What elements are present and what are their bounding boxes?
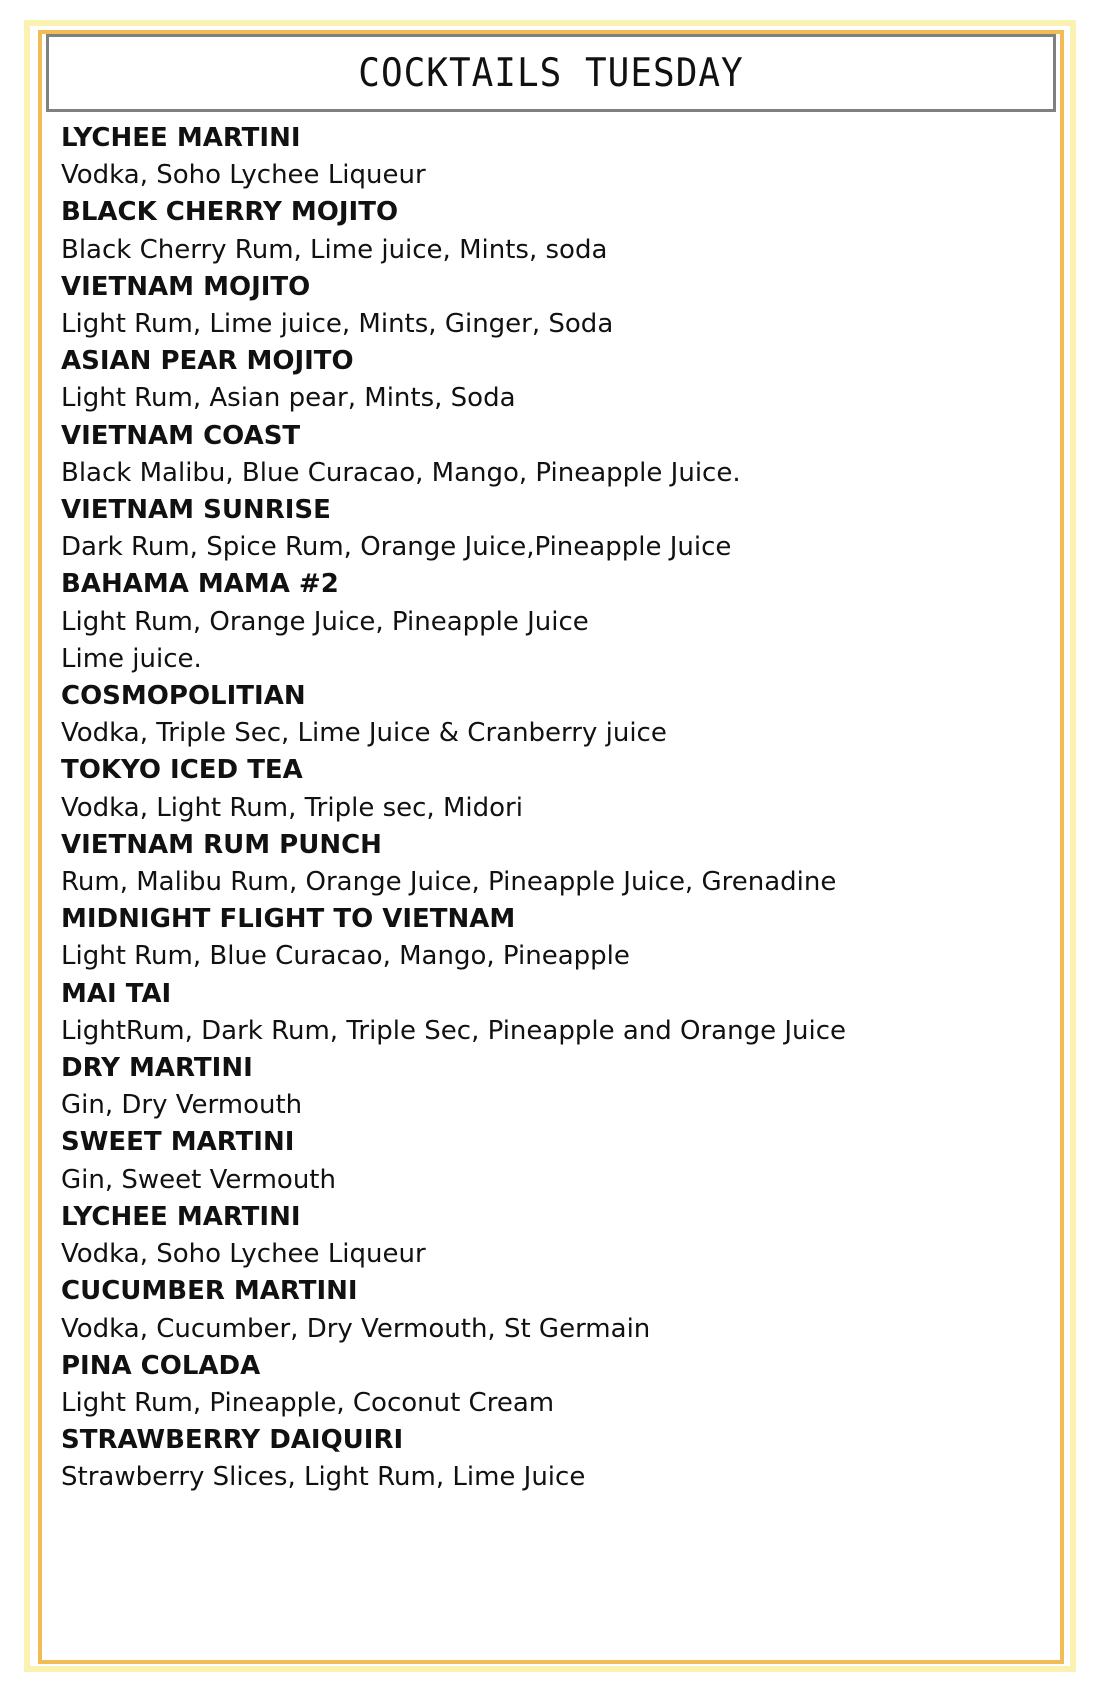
cocktail-name: COSMOPOLITIAN — [61, 681, 306, 712]
cocktail-entry — [61, 1273, 1051, 1347]
cocktail-ingredients: Dark Rum, Spice Rum, Orange Juice,Pineapple Juice — [61, 532, 732, 563]
cocktail-ingredients: Vodka, Triple Sec, Lime Juice & Cranberry juice — [61, 718, 667, 749]
cocktail-name: BAHAMA MAMA #2 — [61, 569, 339, 600]
cocktail-name: MAI TAI — [61, 978, 172, 1009]
cocktail-entry — [61, 1348, 1051, 1422]
cocktail-entry — [61, 1050, 1051, 1124]
cocktail-entry — [61, 343, 1051, 417]
cocktail-ingredients: Gin, Dry Vermouth — [61, 1090, 303, 1121]
cocktail-ingredients: Light Rum, Orange Juice, Pineapple Juice — [61, 606, 589, 637]
cocktail-ingredients: Black Cherry Rum, Lime juice, Mints, soda — [61, 234, 608, 265]
cocktail-name: BLACK CHERRY MOJITO — [61, 197, 399, 228]
cocktail-ingredients: Vodka, Soho Lychee Liqueur — [61, 1239, 426, 1270]
cocktail-ingredients: LightRum, Dark Rum, Triple Sec, Pineapple and Orange Juice — [61, 1015, 847, 1046]
cocktail-name: LYCHEE MARTINI — [61, 123, 301, 153]
cocktail-entry — [61, 1199, 1051, 1273]
cocktail-entry — [61, 418, 1051, 492]
cocktail-entry — [61, 492, 1051, 566]
cocktail-name: LYCHEE MARTINI — [61, 1201, 301, 1232]
cocktail-ingredients: Black Malibu, Blue Curacao, Mango, Pineapple Juice. — [61, 457, 741, 488]
cocktail-entry — [61, 269, 1051, 343]
cocktail-name: TOKYO ICED TEA — [61, 755, 303, 786]
cocktail-ingredients: Vodka, Soho Lychee Liqueur — [61, 160, 426, 191]
title-box — [46, 34, 1056, 112]
cocktail-name: VIETNAM COAST — [61, 420, 301, 451]
cocktail-list — [61, 120, 1051, 1497]
cocktail-entry — [61, 678, 1051, 752]
cocktail-entry — [61, 566, 1051, 678]
cocktail-ingredients: Light Rum, Lime juice, Mints, Ginger, Soda — [61, 309, 614, 340]
cocktail-ingredients: Light Rum, Blue Curacao, Mango, Pineapple — [61, 941, 630, 972]
page-title: COCKTAILS TUESDAY — [358, 50, 744, 96]
cocktail-name: VIETNAM RUM PUNCH — [61, 829, 382, 860]
cocktail-ingredients: Lime juice. — [61, 643, 202, 674]
cocktail-ingredients: Light Rum, Pineapple, Coconut Cream — [61, 1387, 555, 1418]
cocktail-name: MIDNIGHT FLIGHT TO VIETNAM — [61, 904, 516, 935]
cocktail-ingredients: Rum, Malibu Rum, Orange Juice, Pineapple Juice, Grenadine — [61, 867, 837, 898]
cocktail-name: DRY MARTINI — [61, 1053, 253, 1084]
cocktail-entry — [61, 120, 1051, 194]
cocktail-entry — [61, 976, 1051, 1050]
cocktail-entry — [61, 901, 1051, 975]
cocktail-ingredients: Light Rum, Asian pear, Mints, Soda — [61, 383, 516, 414]
cocktail-name: SWEET MARTINI — [61, 1127, 295, 1158]
cocktail-entry — [61, 1422, 1051, 1496]
cocktail-name: ASIAN PEAR MOJITO — [61, 346, 354, 377]
cocktail-entry — [61, 1124, 1051, 1198]
cocktail-name: VIETNAM MOJITO — [61, 271, 311, 302]
cocktail-name: VIETNAM SUNRISE — [61, 495, 331, 526]
cocktail-ingredients: Gin, Sweet Vermouth — [61, 1164, 336, 1195]
cocktail-ingredients: Vodka, Light Rum, Triple sec, Midori — [61, 792, 523, 823]
cocktail-ingredients: Vodka, Cucumber, Dry Vermouth, St Germain — [61, 1313, 651, 1344]
cocktail-name: CUCUMBER MARTINI — [61, 1276, 358, 1307]
cocktail-name: PINA COLADA — [61, 1350, 261, 1381]
cocktail-name: STRAWBERRY DAIQUIRI — [61, 1425, 404, 1456]
cocktail-entry — [61, 752, 1051, 826]
cocktail-ingredients: Strawberry Slices, Light Rum, Lime Juice — [61, 1462, 586, 1493]
cocktail-entry — [61, 827, 1051, 901]
cocktail-entry — [61, 194, 1051, 268]
